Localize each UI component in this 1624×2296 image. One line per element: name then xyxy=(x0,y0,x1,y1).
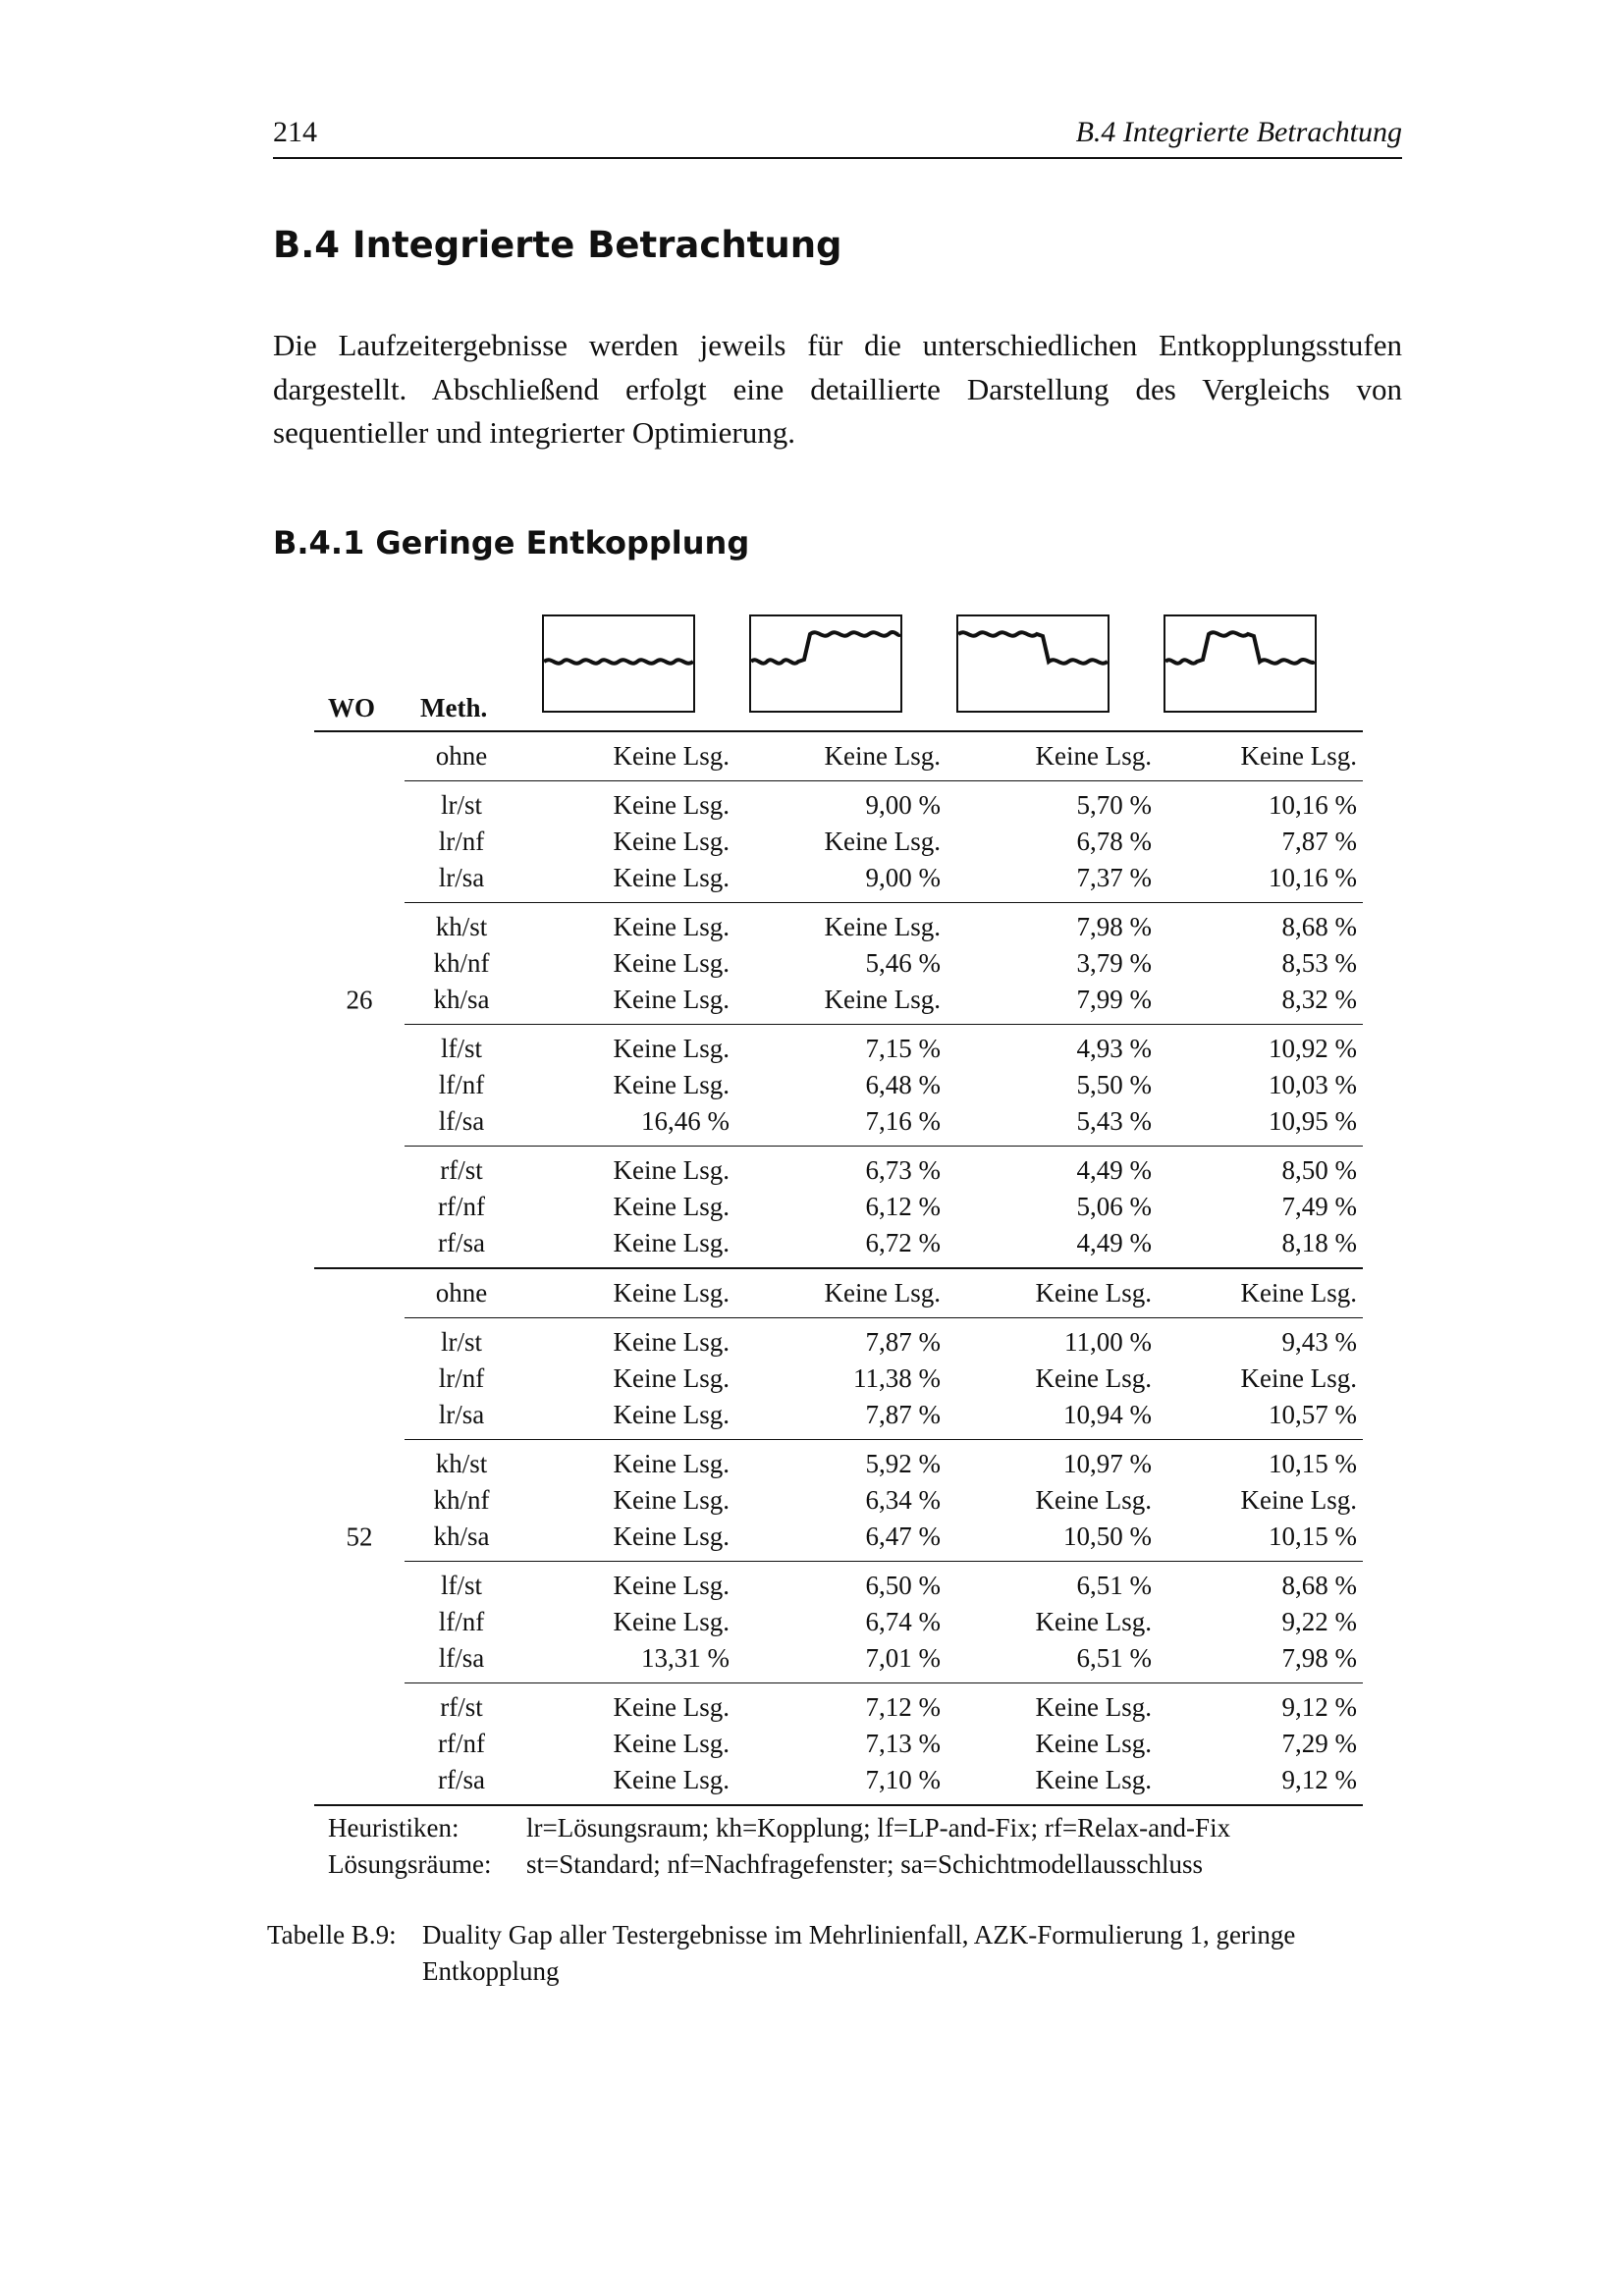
table-row xyxy=(405,1275,1363,1311)
value-cell: Keine Lsg. xyxy=(613,1192,730,1221)
method-cell: lr/st xyxy=(440,1327,482,1357)
table-header xyxy=(314,601,1363,732)
table-body xyxy=(314,732,1363,1804)
value-cell: Keine Lsg. xyxy=(613,1729,730,1758)
method-cell: lr/st xyxy=(440,790,482,820)
value-cell: Keine Lsg. xyxy=(613,1607,730,1636)
value-cell: 7,10 % xyxy=(865,1765,941,1794)
value-cell: 8,68 % xyxy=(1281,1571,1357,1600)
page-number: 214 xyxy=(273,116,317,148)
value-cell: 5,06 % xyxy=(1076,1192,1152,1221)
value-cell: Keine Lsg. xyxy=(613,1278,730,1308)
value-cell: 8,32 % xyxy=(1281,985,1357,1014)
table-row xyxy=(405,1689,1363,1726)
table-row xyxy=(405,738,1363,774)
value-cell: 8,50 % xyxy=(1281,1155,1357,1185)
value-cell: 13,31 % xyxy=(641,1643,730,1673)
value-cell: 10,16 % xyxy=(1269,863,1357,892)
table-legend xyxy=(314,1804,1363,1883)
value-cell: 5,92 % xyxy=(865,1449,941,1478)
method-cell: lr/sa xyxy=(438,863,485,892)
legend-solution-spaces xyxy=(314,1846,1363,1883)
table-row xyxy=(405,860,1363,896)
table-caption xyxy=(267,1917,1406,1990)
table-row xyxy=(405,1397,1363,1433)
value-cell: Keine Lsg. xyxy=(613,1692,730,1722)
value-cell: 7,15 % xyxy=(865,1034,941,1063)
value-cell: 6,50 % xyxy=(865,1571,941,1600)
table-row xyxy=(405,1324,1363,1361)
results-table xyxy=(314,601,1363,1883)
method-group xyxy=(405,902,1363,1024)
legend-label: Heuristiken: xyxy=(328,1813,460,1842)
method-cell: lr/nf xyxy=(438,827,485,856)
demand-profile-peak-icon xyxy=(1164,614,1317,713)
value-cell: 7,99 % xyxy=(1076,985,1152,1014)
value-cell: Keine Lsg. xyxy=(613,1070,730,1099)
value-cell: 7,12 % xyxy=(865,1692,941,1722)
value-cell: 6,78 % xyxy=(1076,827,1152,856)
method-cell: rf/st xyxy=(440,1155,483,1185)
value-cell: 6,47 % xyxy=(865,1522,941,1551)
table-row xyxy=(405,787,1363,824)
value-cell: 10,97 % xyxy=(1063,1449,1152,1478)
value-cell: 7,01 % xyxy=(865,1643,941,1673)
method-group xyxy=(405,1146,1363,1267)
value-cell: Keine Lsg. xyxy=(824,741,941,771)
value-cell: Keine Lsg. xyxy=(824,1278,941,1308)
value-cell: Keine Lsg. xyxy=(613,1449,730,1478)
value-cell: 5,70 % xyxy=(1076,790,1152,820)
value-cell: Keine Lsg. xyxy=(613,1327,730,1357)
value-cell: 10,15 % xyxy=(1269,1522,1357,1551)
column-header-wo: WO xyxy=(328,693,376,722)
value-cell: 9,00 % xyxy=(865,790,941,820)
table-row xyxy=(405,1361,1363,1397)
value-cell: 5,50 % xyxy=(1076,1070,1152,1099)
value-cell: Keine Lsg. xyxy=(613,827,730,856)
value-cell: 4,49 % xyxy=(1076,1155,1152,1185)
value-cell: Keine Lsg. xyxy=(613,1765,730,1794)
method-cell: rf/sa xyxy=(438,1228,485,1257)
value-cell: Keine Lsg. xyxy=(613,1485,730,1515)
wo-value: 52 xyxy=(346,1522,373,1551)
value-cell: Keine Lsg. xyxy=(824,827,941,856)
value-cell: 11,00 % xyxy=(1064,1327,1152,1357)
page-header xyxy=(273,110,1402,159)
table-row xyxy=(405,982,1363,1018)
caption-text: Duality Gap aller Testergebnisse im Mehrlinienfall, AZK-Formulierung 1, geringe Entkopplung xyxy=(422,1920,1296,1986)
method-cell: kh/nf xyxy=(433,1485,490,1515)
method-group xyxy=(405,1561,1363,1682)
method-cell: lr/nf xyxy=(438,1363,485,1393)
wo-value: 26 xyxy=(346,985,373,1014)
method-cell: lr/sa xyxy=(438,1400,485,1429)
value-cell: Keine Lsg. xyxy=(613,1363,730,1393)
method-cell: kh/sa xyxy=(433,1522,490,1551)
value-cell: 4,49 % xyxy=(1076,1228,1152,1257)
value-cell: 8,18 % xyxy=(1281,1228,1357,1257)
value-cell: 9,43 % xyxy=(1281,1327,1357,1357)
value-cell: Keine Lsg. xyxy=(613,985,730,1014)
value-cell: 10,57 % xyxy=(1269,1400,1357,1429)
value-cell: 6,74 % xyxy=(865,1607,941,1636)
method-group xyxy=(405,1439,1363,1561)
value-cell: 10,94 % xyxy=(1063,1400,1152,1429)
method-group xyxy=(405,1269,1363,1317)
legend-text: st=Standard; nf=Nachfragefenster; sa=Schichtmodellausschluss xyxy=(526,1849,1204,1879)
value-cell: 8,68 % xyxy=(1281,912,1357,941)
caption-prefix: Tabelle B.9: xyxy=(267,1920,397,1949)
column-header-meth: Meth. xyxy=(420,693,488,722)
method-cell: kh/st xyxy=(435,1449,488,1478)
value-cell: Keine Lsg. xyxy=(613,1571,730,1600)
table-row xyxy=(405,1762,1363,1798)
value-cell: 9,22 % xyxy=(1281,1607,1357,1636)
value-cell: Keine Lsg. xyxy=(1240,1278,1357,1308)
demand-profile-rise-icon xyxy=(749,614,902,713)
table-row xyxy=(405,1103,1363,1140)
subsection-title: B.4.1 Geringe Entkopplung xyxy=(273,524,750,561)
value-cell: 7,98 % xyxy=(1281,1643,1357,1673)
table-row xyxy=(405,824,1363,860)
value-cell: Keine Lsg. xyxy=(824,912,941,941)
value-cell: 10,50 % xyxy=(1063,1522,1152,1551)
table-row xyxy=(405,1446,1363,1482)
value-cell: 10,03 % xyxy=(1269,1070,1357,1099)
legend-text: lr=Lösungsraum; kh=Kopplung; lf=LP-and-Fix; rf=Relax-and-Fix xyxy=(526,1813,1231,1842)
value-cell: Keine Lsg. xyxy=(1035,1278,1152,1308)
table-row xyxy=(405,1519,1363,1555)
legend-label: Lösungsräume: xyxy=(328,1849,492,1879)
value-cell: 9,12 % xyxy=(1281,1692,1357,1722)
value-cell: 6,48 % xyxy=(865,1070,941,1099)
method-group xyxy=(405,1682,1363,1804)
value-cell: Keine Lsg. xyxy=(613,863,730,892)
table-row xyxy=(405,945,1363,982)
value-cell: Keine Lsg. xyxy=(613,1155,730,1185)
value-cell: Keine Lsg. xyxy=(1035,1692,1152,1722)
method-cell: lf/st xyxy=(440,1034,482,1063)
method-cell: lf/st xyxy=(440,1571,482,1600)
value-cell: 7,49 % xyxy=(1281,1192,1357,1221)
value-cell: 9,00 % xyxy=(865,863,941,892)
value-cell: 9,12 % xyxy=(1281,1765,1357,1794)
method-cell: ohne xyxy=(435,1278,488,1308)
table-row xyxy=(405,1152,1363,1189)
value-cell: 6,12 % xyxy=(865,1192,941,1221)
demand-profile-drop-icon xyxy=(956,614,1110,713)
wo-block xyxy=(314,732,1363,1267)
value-cell: 7,98 % xyxy=(1076,912,1152,941)
value-cell: 6,34 % xyxy=(865,1485,941,1515)
value-cell: Keine Lsg. xyxy=(613,1522,730,1551)
wo-block xyxy=(314,1267,1363,1804)
table-row xyxy=(405,1031,1363,1067)
value-cell: Keine Lsg. xyxy=(1035,1485,1152,1515)
value-cell: Keine Lsg. xyxy=(1035,1363,1152,1393)
intro-paragraph: Die Laufzeitergebnisse werden jeweils für die unterschiedlichen Entkopplungsstufen dargestellt. Abschließend erfolgt eine detaillierte Darstellung des Vergleichs von sequentieller und integrierter Optimierung. xyxy=(273,328,1402,450)
value-cell: 6,73 % xyxy=(865,1155,941,1185)
table-row xyxy=(405,1726,1363,1762)
value-cell: Keine Lsg. xyxy=(613,790,730,820)
value-cell: Keine Lsg. xyxy=(1035,741,1152,771)
value-cell: 10,15 % xyxy=(1269,1449,1357,1478)
value-cell: 16,46 % xyxy=(641,1106,730,1136)
method-cell: rf/nf xyxy=(438,1729,485,1758)
value-cell: Keine Lsg. xyxy=(824,985,941,1014)
legend-heuristics xyxy=(314,1810,1363,1846)
value-cell: 4,93 % xyxy=(1076,1034,1152,1063)
value-cell: Keine Lsg. xyxy=(1240,1363,1357,1393)
value-cell: 7,13 % xyxy=(865,1729,941,1758)
table-row xyxy=(405,1067,1363,1103)
value-cell: 3,79 % xyxy=(1076,948,1152,978)
value-cell: 5,43 % xyxy=(1076,1106,1152,1136)
value-cell: 10,95 % xyxy=(1269,1106,1357,1136)
demand-profile-flat-icon xyxy=(542,614,695,713)
method-cell: lf/nf xyxy=(438,1607,485,1636)
value-cell: 7,29 % xyxy=(1281,1729,1357,1758)
table-row xyxy=(405,1604,1363,1640)
value-cell: 6,51 % xyxy=(1076,1643,1152,1673)
value-cell: Keine Lsg. xyxy=(1240,741,1357,771)
value-cell: 6,51 % xyxy=(1076,1571,1152,1600)
method-cell: ohne xyxy=(435,741,488,771)
table-row xyxy=(405,1482,1363,1519)
value-cell: 7,87 % xyxy=(1281,827,1357,856)
method-cell: rf/sa xyxy=(438,1765,485,1794)
method-group xyxy=(405,1317,1363,1439)
method-cell: kh/st xyxy=(435,912,488,941)
value-cell: Keine Lsg. xyxy=(613,1228,730,1257)
section-title: B.4 Integrierte Betrachtung xyxy=(273,224,842,266)
value-cell: 10,16 % xyxy=(1269,790,1357,820)
table-row xyxy=(405,1568,1363,1604)
method-cell: lf/nf xyxy=(438,1070,485,1099)
value-cell: 10,92 % xyxy=(1269,1034,1357,1063)
method-cell: rf/nf xyxy=(438,1192,485,1221)
method-cell: lf/sa xyxy=(438,1643,485,1673)
table-row xyxy=(405,1189,1363,1225)
value-cell: Keine Lsg. xyxy=(613,1034,730,1063)
running-title: B.4 Integrierte Betrachtung xyxy=(1075,116,1402,148)
value-cell: 7,37 % xyxy=(1076,863,1152,892)
value-cell: Keine Lsg. xyxy=(1035,1765,1152,1794)
method-group xyxy=(405,732,1363,780)
table-row xyxy=(405,909,1363,945)
method-cell: kh/sa xyxy=(433,985,490,1014)
value-cell: Keine Lsg. xyxy=(1035,1607,1152,1636)
value-cell: Keine Lsg. xyxy=(1035,1729,1152,1758)
table-row xyxy=(405,1225,1363,1261)
method-cell: lf/sa xyxy=(438,1106,485,1136)
value-cell: 11,38 % xyxy=(853,1363,941,1393)
method-group xyxy=(405,780,1363,902)
value-cell: Keine Lsg. xyxy=(613,741,730,771)
value-cell: Keine Lsg. xyxy=(613,948,730,978)
method-group xyxy=(405,1024,1363,1146)
method-cell: kh/nf xyxy=(433,948,490,978)
table-row xyxy=(405,1640,1363,1677)
value-cell: Keine Lsg. xyxy=(613,1400,730,1429)
value-cell: 6,72 % xyxy=(865,1228,941,1257)
value-cell: 7,87 % xyxy=(865,1400,941,1429)
method-cell: rf/st xyxy=(440,1692,483,1722)
value-cell: Keine Lsg. xyxy=(1240,1485,1357,1515)
value-cell: 8,53 % xyxy=(1281,948,1357,978)
value-cell: 5,46 % xyxy=(865,948,941,978)
value-cell: 7,87 % xyxy=(865,1327,941,1357)
value-cell: 7,16 % xyxy=(865,1106,941,1136)
value-cell: Keine Lsg. xyxy=(613,912,730,941)
